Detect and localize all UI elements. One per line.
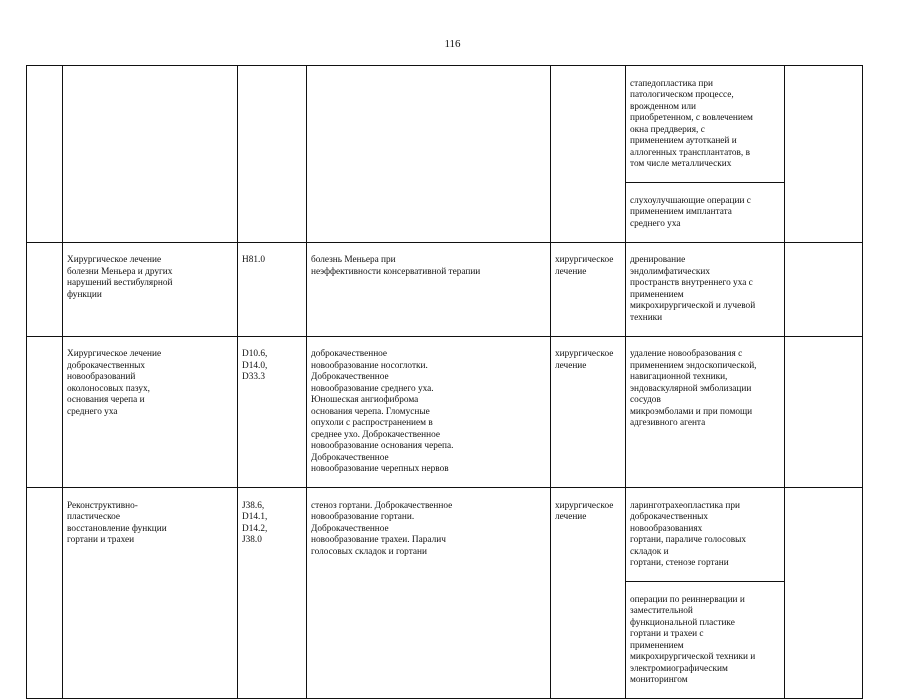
cell-cost (785, 242, 863, 336)
treatment-type-text: хирургическое лечение (555, 255, 614, 277)
cell-treatment-method (626, 183, 785, 243)
page-number: 116 (444, 38, 461, 50)
care-model-text: Хирургическое лечение доброкачественных новообразований околоносовых пазух, основания черепа и среднего уха (67, 349, 162, 417)
cell-patient-model (307, 336, 551, 488)
cell-diagnosis-codes (238, 336, 307, 488)
diagnosis-codes-text: J38.6, D14.1, D14.2, J38.0 (242, 500, 268, 545)
cell-cost (785, 336, 863, 488)
cell-treatment-type (551, 66, 626, 243)
cell-care-model (63, 336, 238, 488)
table-row (27, 488, 863, 582)
cell-number (27, 488, 63, 699)
cell-treatment-method (626, 66, 785, 183)
cell-number (27, 66, 63, 243)
patient-model-text: стеноз гортани. Доброкачественное новообразование гортани. Доброкачественное новообразование трахеи. Паралич голосовых складок и гортани (311, 500, 453, 557)
cell-care-model (63, 242, 238, 336)
cell-care-model (63, 66, 238, 243)
cell-patient-model (307, 66, 551, 243)
method-text: дренирование эндолимфатических пространств внутреннего уха с применением микрохирургической и лучевой техники (630, 255, 756, 323)
cell-number (27, 242, 63, 336)
cell-treatment-method (626, 582, 785, 699)
cell-cost (785, 488, 863, 699)
cell-patient-model (307, 242, 551, 336)
cell-treatment-method (626, 242, 785, 336)
table-row (27, 242, 863, 336)
table-row (27, 336, 863, 488)
table-row-continuation (27, 66, 863, 183)
diagnosis-codes-text: D10.6, D14.0, D33.3 (242, 349, 268, 382)
method-text: слухоулучшающие операции с применением имплантата среднего уха (630, 195, 751, 229)
patient-model-text: болезнь Меньера при неэффективности консервативной терапии (311, 255, 481, 277)
cell-cost (785, 66, 863, 243)
method-text: операции по реиннервации и заместительной функциональной пластике гортани и трахеи с применением микрохирургической техники и электромиографическим мониторингом (630, 594, 756, 685)
cell-treatment-method (626, 488, 785, 582)
treatment-type-text: хирургическое лечение (555, 349, 614, 371)
care-model-text: Хирургическое лечение болезни Меньера и других нарушений вестибулярной функции (67, 255, 173, 300)
cell-diagnosis-codes (238, 242, 307, 336)
care-model-text: Реконструктивно- пластическое восстановление функции гортани и трахеи (67, 500, 167, 545)
treatment-type-text: хирургическое лечение (555, 500, 614, 522)
cell-treatment-type (551, 242, 626, 336)
diagnosis-codes-text: H81.0 (242, 255, 265, 265)
cell-patient-model (307, 488, 551, 699)
cell-number (27, 336, 63, 488)
cell-diagnosis-codes (238, 488, 307, 699)
patient-model-text: доброкачественное новообразование носоглотки. Доброкачественное новообразование среднего уха. Юношеская ангиофиброма основания черепа. Гломусные опухоли с распространением в среднее ухо. Доброкачественное новообразование основания черепа. Доброкачественное новообразование черепных нервов (311, 349, 454, 474)
cell-treatment-type (551, 336, 626, 488)
method-text: удаление новообразования с применением эндоскопической, навигационной техники, эндоваскулярной эмболизации сосудов микроэмболами и при помощи адгезивного агента (630, 349, 757, 428)
cell-treatment-type (551, 488, 626, 699)
medical-care-table (26, 65, 863, 699)
cell-care-model (63, 488, 238, 699)
method-text: ларинготрахеопластика при доброкачественных новообразованиях гортани, параличе голосовых складок и гортани, стенозе гортани (630, 500, 747, 568)
cell-treatment-method (626, 336, 785, 488)
cell-diagnosis-codes (238, 66, 307, 243)
method-text: стапедопластика при патологическом процессе, врожденном или приобретенном, с вовлечением окна преддверия, с применением аутотканей и аллогенных трансплантатов, в том числе металлических (630, 78, 753, 169)
